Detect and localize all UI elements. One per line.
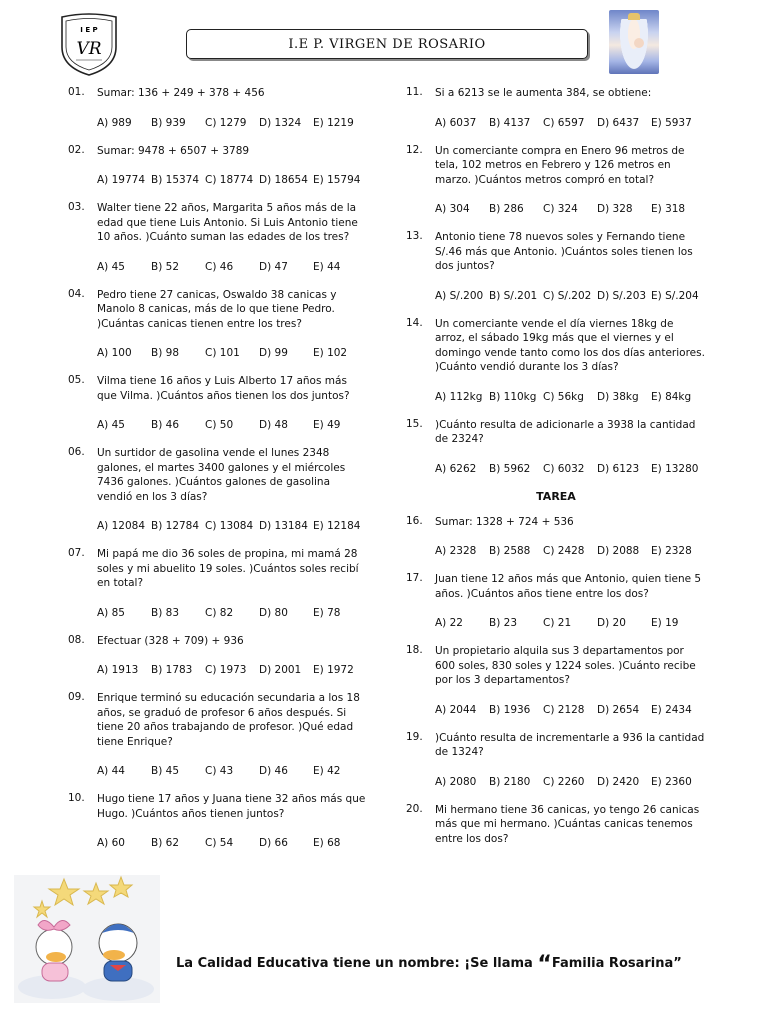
answer-option: A) 6262 — [435, 462, 477, 475]
question-text: Mi hermano tiene 36 canicas, yo tengo 26 canicas más que mi hermano. )Cuántas canicas tenemos entre los dos? — [435, 803, 700, 845]
answer-options — [435, 390, 706, 404]
page-title: I.E P. VIRGEN DE ROSARIO — [288, 36, 486, 52]
answer-option: B) 15374 — [151, 174, 200, 186]
answer-option: A) S/.200 — [435, 289, 484, 302]
answer-options — [97, 116, 368, 130]
answer-options — [435, 703, 706, 717]
question-text: Vilma tiene 16 años y Luis Alberto 17 años más que Vilma. )Cuántos años tienen los dos juntos? — [97, 375, 350, 402]
answer-option: C) 43 — [205, 765, 234, 777]
question-number: 05. — [68, 374, 85, 386]
daisy-body — [42, 963, 68, 981]
question-text: Un surtidor de gasolina vende el lunes 2348 galones, el martes 3400 galones y el miércoles 7436 galones. )Cuántos galones de gasolina vendió en los 3 días? — [97, 447, 346, 503]
question-text: Mi papá me dio 36 soles de propina, mi mamá 28 soles y mi abuelito 19 soles. )Cuántos soles recibí en total? — [97, 548, 359, 589]
question-item — [406, 803, 706, 847]
question-number: 01. — [68, 86, 85, 98]
answer-option: D) 80 — [259, 606, 288, 619]
answer-option: B) 2180 — [489, 775, 531, 788]
answer-option: C) 2260 — [543, 775, 585, 788]
answer-options — [435, 616, 706, 630]
question-text: Un comerciante vende el día viernes 18kg de arroz, el sábado 19kg más que el viernes y el domingo vende tanto como los dos días anteriores. )Cuánto vendió durante los 3 días? — [435, 317, 705, 373]
answer-option: C) 324 — [543, 203, 578, 215]
answer-option: A) 2044 — [435, 703, 477, 716]
answer-option: C) 6032 — [543, 462, 585, 475]
question-item — [68, 374, 368, 432]
question-item — [68, 547, 368, 620]
answer-option: D) 2654 — [597, 703, 640, 716]
answer-options — [97, 764, 368, 778]
answer-options — [97, 173, 368, 187]
page-title-box — [186, 29, 588, 59]
questions-left-column — [68, 86, 368, 864]
answer-option: C) 46 — [205, 260, 234, 273]
star-icon — [84, 883, 108, 904]
answer-option: A) 19774 — [97, 174, 146, 186]
answer-option: A) 1913 — [97, 664, 139, 676]
answer-option: E) 44 — [313, 260, 341, 273]
answer-option: E) 5937 — [651, 116, 692, 129]
answer-option: A) 12084 — [97, 520, 146, 532]
answer-option: B) 46 — [151, 419, 179, 431]
question-item — [406, 230, 706, 303]
answer-option: D) 2420 — [597, 775, 640, 788]
footer-quote-close: ” — [673, 956, 682, 971]
question-item — [406, 144, 706, 217]
logo-monogram: VR — [76, 39, 102, 59]
answer-option: D) 48 — [259, 419, 288, 431]
answer-option: A) 85 — [97, 606, 125, 619]
question-number: 13. — [406, 230, 423, 242]
question-item — [68, 201, 368, 274]
answer-option: E) 102 — [313, 347, 348, 359]
answer-option: C) 101 — [205, 347, 240, 359]
answer-option: E) 84kg — [651, 390, 692, 403]
answer-option: C) 2428 — [543, 545, 585, 557]
answer-option: E) 318 — [651, 203, 686, 215]
answer-options — [97, 836, 368, 850]
star-icon — [110, 877, 132, 897]
answer-option: C) 13084 — [205, 520, 254, 532]
question-text: Efectuar (328 + 709) + 936 — [97, 634, 244, 647]
cartoon-ducks-image — [14, 875, 160, 1003]
answer-option: B) 4137 — [489, 116, 531, 129]
question-item — [68, 144, 368, 188]
answer-options — [97, 606, 368, 620]
answer-option: C) 1973 — [205, 664, 247, 676]
answer-option: C) 56kg — [543, 390, 584, 403]
question-text: Enrique terminó su educación secundaria a los 18 años, se graduó de profesor 6 años después. Si tiene 20 años trabajando de profesor. )Qué edad tiene Enrique? — [97, 692, 360, 748]
answer-options — [435, 462, 706, 476]
answer-option: A) 100 — [97, 347, 132, 359]
question-item — [68, 634, 368, 678]
answer-option: E) S/.204 — [651, 289, 699, 302]
footer-text: La Calidad Educativa tiene un nombre: ¡Se llama — [176, 956, 538, 971]
beak-shape — [103, 950, 125, 960]
question-item — [406, 731, 706, 789]
answer-option: B) 5962 — [489, 462, 531, 475]
question-number: 12. — [406, 143, 423, 156]
answer-option: C) 6597 — [543, 116, 585, 129]
question-text: Pedro tiene 27 canicas, Oswaldo 38 canicas y Manolo 8 canicas, más de lo que tiene Pedro. )Cuántas canicas tienen entre los tres? — [97, 288, 337, 330]
answer-option: B) 98 — [151, 347, 179, 359]
answer-option: D) S/.203 — [597, 289, 647, 302]
question-item — [68, 691, 368, 778]
question-number: 18. — [406, 644, 423, 656]
answer-option: D) 46 — [259, 765, 288, 777]
school-logo — [58, 13, 120, 77]
answer-option: E) 2434 — [651, 703, 692, 716]
answer-option: E) 78 — [313, 606, 341, 619]
shield-icon — [58, 13, 120, 77]
question-number: 20. — [406, 802, 423, 815]
answer-option: B) 12784 — [151, 520, 200, 532]
virgin-image — [609, 10, 659, 74]
crown-shape — [628, 13, 640, 20]
answer-option: B) 939 — [151, 116, 186, 129]
answer-option: C) 18774 — [205, 174, 254, 186]
answer-option: B) 45 — [151, 765, 179, 777]
answer-option: C) 2128 — [543, 703, 585, 716]
answer-option: D) 1324 — [259, 116, 302, 129]
answer-option: A) 60 — [97, 837, 125, 849]
answer-option: D) 66 — [259, 837, 288, 849]
question-number: 08. — [68, 633, 85, 646]
answer-option: B) 52 — [151, 260, 179, 273]
answer-option: B) 62 — [151, 837, 179, 849]
star-icon — [49, 879, 79, 905]
answer-option: B) 110kg — [489, 390, 537, 403]
answer-option: D) 13184 — [259, 520, 308, 532]
answer-option: A) 112kg — [435, 390, 483, 403]
question-number: 09. — [68, 691, 85, 703]
answer-option: A) 2328 — [435, 545, 477, 557]
question-number: 07. — [68, 547, 85, 559]
answer-option: E) 13280 — [651, 462, 699, 475]
footer-quote-open: “ — [537, 952, 552, 977]
answer-option: E) 1972 — [313, 664, 354, 676]
question-text: Si a 6213 se le aumenta 384, se obtiene: — [435, 87, 652, 99]
answer-option: B) 2588 — [489, 545, 531, 557]
answer-option: C) 1279 — [205, 116, 247, 129]
child-shape — [634, 38, 644, 48]
answer-option: E) 1219 — [313, 116, 354, 129]
answer-option: E) 12184 — [313, 520, 361, 532]
question-item — [68, 288, 368, 361]
answer-option: B) 83 — [151, 606, 179, 619]
question-number: 02. — [68, 143, 85, 156]
answer-option: A) 22 — [435, 617, 463, 629]
question-text: Sumar: 1328 + 724 + 536 — [435, 515, 574, 528]
answer-options — [435, 116, 706, 130]
question-item — [406, 515, 706, 559]
answer-option: C) 21 — [543, 617, 572, 629]
answer-option: A) 44 — [97, 765, 125, 777]
answer-option: C) S/.202 — [543, 289, 592, 302]
question-item — [68, 86, 368, 130]
answer-option: A) 2080 — [435, 775, 477, 788]
logo-top-text: I E P — [80, 26, 98, 34]
question-text: Sumar: 136 + 249 + 378 + 456 — [97, 87, 265, 99]
question-number: 14. — [406, 316, 423, 329]
homework-heading: TAREA — [536, 489, 576, 503]
questions-right-column — [406, 86, 706, 860]
answer-option: D) 47 — [259, 260, 288, 273]
answer-option: D) 99 — [259, 347, 288, 359]
answer-option: D) 2088 — [597, 545, 640, 557]
question-number: 11. — [406, 86, 423, 98]
question-number: 19. — [406, 730, 423, 743]
answer-option: A) 304 — [435, 203, 470, 215]
question-number: 16. — [406, 514, 423, 527]
answer-option: E) 42 — [313, 765, 341, 777]
question-number: 10. — [68, 792, 85, 804]
answer-option: D) 18654 — [259, 174, 308, 186]
question-number: 17. — [406, 572, 423, 584]
answer-option: D) 20 — [597, 617, 626, 629]
question-item — [68, 446, 368, 533]
cartoon-illustration — [14, 875, 160, 1003]
answer-option: E) 15794 — [313, 174, 361, 186]
answer-option: C) 82 — [205, 606, 234, 619]
beak-shape — [46, 952, 66, 962]
question-text: )Cuánto resulta de adicionarle a 3938 la cantidad de 2324? — [435, 418, 696, 445]
answer-option: A) 6037 — [435, 116, 477, 129]
question-item — [406, 572, 706, 630]
question-text: )Cuánto resulta de incrementarle a 936 la cantidad de 1324? — [435, 731, 705, 758]
answer-options — [97, 260, 368, 274]
question-item — [68, 792, 368, 850]
answer-option: B) 23 — [489, 617, 517, 629]
answer-options — [435, 202, 706, 216]
question-item — [406, 644, 706, 717]
question-text: Antonio tiene 78 nuevos soles y Fernando tiene S/.46 más que Antonio. )Cuántos soles tienen los dos juntos? — [435, 231, 693, 272]
answer-option: E) 68 — [313, 837, 341, 849]
question-number: 15. — [406, 417, 423, 430]
question-text: Sumar: 9478 + 6507 + 3789 — [97, 144, 250, 157]
answer-option: C) 54 — [205, 837, 234, 849]
answer-options — [97, 346, 368, 360]
answer-options — [435, 289, 706, 303]
question-text: Walter tiene 22 años, Margarita 5 años más de la edad que tiene Luis Antonio. Si Luis Antonio tiene 10 años. )Cuánto suman las edades de los tres? — [97, 202, 358, 243]
answer-option: D) 6123 — [597, 462, 640, 475]
answer-option: E) 19 — [651, 617, 679, 629]
question-text: Hugo tiene 17 años y Juana tiene 32 años más que Hugo. )Cuántos años tienen juntos? — [97, 793, 366, 820]
footer-motto — [176, 952, 716, 977]
question-item — [406, 86, 706, 130]
answer-option: C) 50 — [205, 419, 234, 431]
question-item — [406, 317, 706, 404]
question-text: Un propietario alquila sus 3 departamentos por 600 soles, 830 soles y 1224 soles. )Cuánto recibe por los 3 departamentos? — [435, 645, 696, 686]
answer-options — [97, 663, 368, 677]
answer-option: B) 286 — [489, 203, 524, 215]
answer-options — [97, 418, 368, 432]
question-text: Juan tiene 12 años más que Antonio, quien tiene 5 años. )Cuántos años tiene entre los dos? — [435, 573, 702, 600]
answer-option: E) 2360 — [651, 775, 692, 788]
answer-option: E) 49 — [313, 419, 341, 431]
answer-option: D) 38kg — [597, 390, 639, 403]
bow-icon — [38, 920, 70, 930]
question-number: 04. — [68, 287, 85, 300]
answer-option: A) 45 — [97, 260, 125, 273]
answer-options — [435, 775, 706, 789]
question-number: 03. — [68, 201, 85, 213]
question-item — [406, 418, 706, 476]
answer-option: B) S/.201 — [489, 289, 538, 302]
answer-option: E) 2328 — [651, 545, 692, 557]
answer-option: A) 45 — [97, 419, 125, 431]
answer-option: D) 6437 — [597, 116, 640, 129]
star-icon — [34, 901, 50, 917]
answer-option: B) 1783 — [151, 664, 193, 676]
question-number: 06. — [68, 446, 85, 458]
footer-name: Familia Rosarina — [551, 956, 674, 971]
answer-option: D) 328 — [597, 203, 633, 215]
question-text: Un comerciante compra en Enero 96 metros de tela, 102 metros en Febrero y 126 metros en marzo. )Cuántos metros compró en total? — [435, 144, 685, 186]
answer-option: D) 2001 — [259, 664, 302, 676]
answer-option: B) 1936 — [489, 703, 531, 716]
answer-options — [435, 544, 706, 558]
answer-option: A) 989 — [97, 116, 132, 129]
answer-options — [97, 519, 368, 533]
